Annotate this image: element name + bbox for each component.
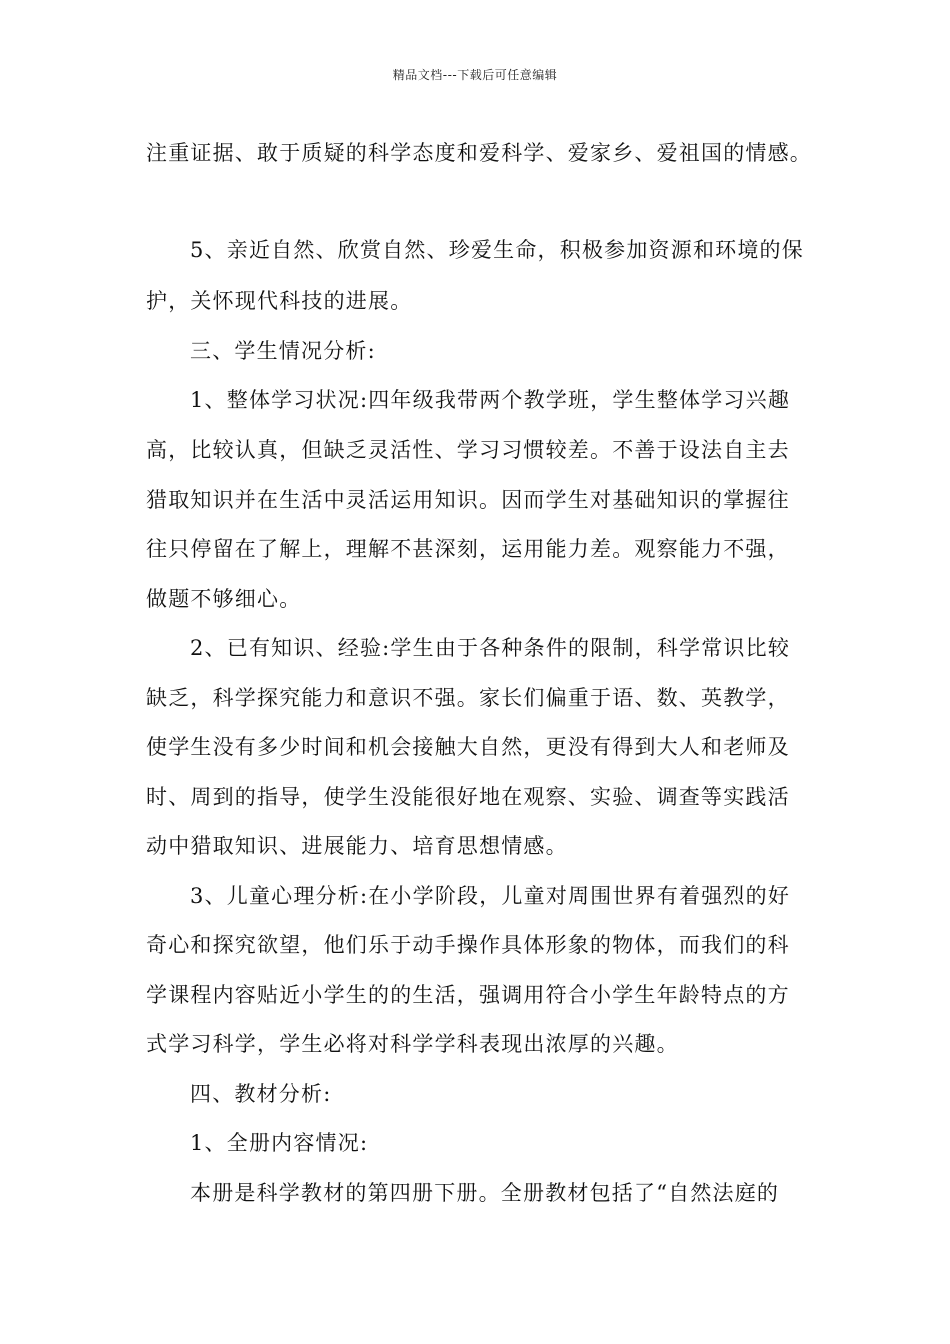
- text-line: 2、已有知识、经验:学生由于各种条件的限制，科学常识比较: [190, 636, 791, 660]
- text-line: 学课程内容贴近小学生的的生活，强调用符合小学生年龄特点的方: [146, 983, 790, 1007]
- text-line: 3、儿童心理分析:在小学阶段，儿童对周围世界有着强烈的好: [190, 884, 791, 908]
- text-line: 奇心和探究欲望，他们乐于动手操作具体形象的物体，而我们的科: [146, 933, 790, 957]
- text-line: 本册是科学教材的第四册下册。全册教材包括了“自然法庭的: [190, 1181, 780, 1205]
- section-heading: 四、教材分析:: [190, 1082, 332, 1106]
- text-line: 猎取知识并在生活中灵活运用知识。因而学生对基础知识的掌握往: [146, 488, 790, 512]
- text-line: 缺乏，科学探究能力和意识不强。家长们偏重于语、数、英教学，: [146, 686, 790, 710]
- text-line: 高，比较认真，但缺乏灵活性、学习习惯较差。不善于设法自主去: [146, 438, 790, 462]
- text-line: 动中猎取知识、进展能力、培育思想情感。: [146, 834, 568, 858]
- text-line: 使学生没有多少时间和机会接触大自然，更没有得到大人和老师及: [146, 735, 790, 759]
- section-heading: 三、学生情况分析:: [190, 339, 376, 363]
- text-line: 式学习科学，学生必将对科学学科表现出浓厚的兴趣。: [146, 1032, 679, 1056]
- page-header: 精品文档---下载后可任意编辑: [392, 68, 558, 82]
- text-line: 护，关怀现代科技的进展。: [146, 289, 413, 313]
- text-line: 往只停留在了解上，理解不甚深刻，运用能力差。观察能力不强，: [146, 537, 790, 561]
- text-line: 1、整体学习状况:四年级我带两个教学班，学生整体学习兴趣: [190, 388, 791, 412]
- text-line: 时、周到的指导，使学生没能很好地在观察、实验、调查等实践活: [146, 785, 790, 809]
- text-line: 注重证据、敢于质疑的科学态度和爱科学、爱家乡、爱祖国的情感。: [146, 141, 812, 165]
- subsection-heading: 1、全册内容情况:: [190, 1131, 369, 1155]
- text-line: 做题不够细心。: [146, 587, 302, 611]
- text-line: 5、亲近自然、欣赏自然、珍爱生命，积极参加资源和环境的保: [190, 238, 804, 262]
